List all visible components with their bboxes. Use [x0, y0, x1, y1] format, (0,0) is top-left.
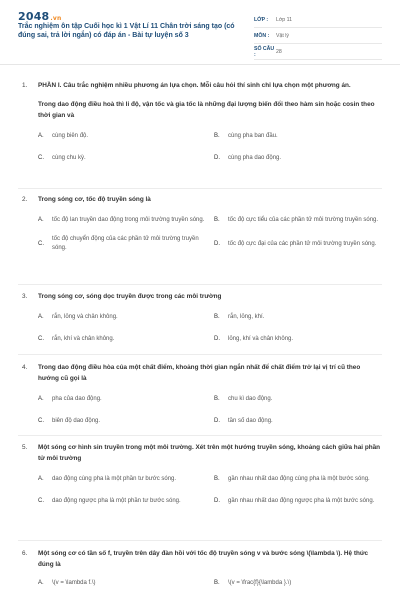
option-text: \(v = \frac{f}{\lambda }.\): [228, 579, 292, 586]
option-label: A.: [38, 579, 44, 586]
question-text: Một sóng cơ hình sin truyền trong một môi trường. Xét trên một hướng truyền sóng, khoảng cách giữa hai phần tử môi trường: [38, 444, 381, 462]
question-subtitle: Trong dao động điều hoà thì li độ, vận tốc và gia tốc là những đại lượng biến đổi theo hàm sin hoặc cosin theo thời gian và: [38, 101, 375, 119]
question-heading: [18, 291, 382, 302]
option-label: B.: [214, 216, 220, 223]
option-text: pha của dao động.: [52, 395, 102, 402]
option-text: tốc độ chuyển động của các phần tử môi trường truyền sóng.: [52, 236, 199, 251]
question-text: Trong sóng cơ, tốc độ truyền sóng là: [38, 196, 151, 203]
meta-key: MÔN :: [254, 32, 270, 39]
question-number: 1.: [22, 82, 28, 89]
options-list: [38, 310, 382, 346]
option-text: cùng pha dao động.: [228, 154, 282, 161]
option-text: gần nhau nhất dao động ngược pha là một bước sóng.: [228, 497, 375, 504]
option-text: lỏng, khí và chân không.: [228, 335, 294, 342]
option-label: D.: [214, 335, 220, 342]
option-label: A.: [38, 132, 44, 139]
question-number: 5.: [22, 444, 28, 451]
options-list: [38, 472, 382, 508]
meta-info: [254, 12, 382, 60]
option-a[interactable]: [38, 213, 206, 227]
meta-row-subject: [254, 28, 382, 44]
question-text: Trong sóng cơ, sóng dọc truyền được trong các môi trường: [38, 293, 222, 300]
option-text: cùng pha ban đầu.: [228, 132, 278, 139]
question-divider: [18, 354, 382, 355]
option-c[interactable]: [38, 414, 206, 428]
question-heading: [18, 362, 382, 384]
question-heading: [18, 194, 382, 205]
option-a[interactable]: [38, 392, 206, 406]
option-label: C.: [38, 335, 44, 342]
option-a[interactable]: [38, 310, 206, 324]
question-divider: [18, 540, 382, 541]
question-number: 4.: [22, 364, 28, 371]
option-label: B.: [214, 579, 220, 586]
page-header: [0, 0, 400, 62]
option-d[interactable]: [214, 494, 382, 508]
question-1: [18, 80, 382, 165]
option-label: A.: [38, 395, 44, 402]
option-label: D.: [214, 497, 220, 504]
option-label: D.: [214, 154, 220, 161]
meta-row-class: [254, 12, 382, 28]
option-text: dao động cùng pha là một phần tư bước sóng.: [52, 475, 177, 482]
option-text: gần nhau nhất dao động cùng pha là một bước sóng.: [228, 475, 370, 482]
option-d[interactable]: [214, 235, 382, 253]
question-heading: [18, 548, 382, 570]
option-b[interactable]: [214, 576, 382, 590]
option-b[interactable]: [214, 213, 382, 227]
question-4: [18, 362, 382, 428]
option-text: cùng biên độ.: [52, 132, 89, 139]
option-text: tần số dao động.: [228, 417, 273, 424]
option-b[interactable]: [214, 129, 382, 143]
option-label: C.: [38, 240, 44, 247]
option-d[interactable]: [214, 414, 382, 428]
option-text: tốc độ lan truyền dao động trong môi trường truyền sóng.: [52, 216, 205, 223]
options-list: [38, 576, 382, 590]
option-c[interactable]: [38, 332, 206, 346]
meta-value: Lớp 11: [276, 16, 292, 23]
option-text: cùng chu kỳ.: [52, 154, 86, 161]
option-label: B.: [214, 132, 220, 139]
option-label: A.: [38, 216, 44, 223]
option-text: chu kì dao động.: [228, 395, 273, 402]
option-text: dao động ngược pha là một phần tư bước sóng.: [52, 497, 181, 504]
option-a[interactable]: [38, 576, 206, 590]
question-2: [18, 194, 382, 253]
option-text: tốc độ cực tiểu của các phần tử môi trường truyền sóng.: [228, 216, 379, 223]
option-text: \(v = \lambda f.\): [52, 579, 96, 586]
page-title: Trắc nghiệm ôn tập Cuối học kì 1 Vật Lí 11 Chân trời sáng tạo (có đúng sai, trả lời ngắn) có đáp án - Bài tự luyện số 3: [18, 23, 235, 39]
option-d[interactable]: [214, 332, 382, 346]
options-list: [38, 129, 382, 165]
question-text: Một sóng cơ có tần số f, truyền trên dây đàn hồi với tốc độ truyền sóng v và bước sóng \(\lambda \). Hệ thức đúng là: [38, 550, 369, 568]
option-label: A.: [38, 475, 44, 482]
question-5: [18, 442, 382, 508]
question-3: [18, 291, 382, 346]
option-c[interactable]: [38, 494, 206, 508]
option-text: rắn, lỏng, khí.: [228, 313, 265, 320]
option-label: C.: [38, 417, 44, 424]
option-text: tốc độ cực đại của các phần tử môi trường truyền sóng.: [228, 240, 377, 247]
question-divider: [18, 435, 382, 436]
meta-key: SỐ CÂU :: [254, 45, 275, 58]
option-text: biên độ dao động.: [52, 417, 101, 424]
question-text: PHẦN I. Câu trắc nghiệm nhiều phương án lựa chọn. Mỗi câu hỏi thí sinh chỉ lựa chọn một phương án.: [38, 82, 351, 89]
question-6: [18, 548, 382, 590]
option-label: B.: [214, 475, 220, 482]
question-number: 2.: [22, 196, 28, 203]
question-text: Trong dao động điều hòa của một chất điểm, khoảng thời gian ngắn nhất để chất điểm trở lại vị trí cũ theo hướng cũ gọi là: [38, 364, 361, 382]
option-c[interactable]: [38, 151, 206, 165]
option-b[interactable]: [214, 392, 382, 406]
option-label: A.: [38, 313, 44, 320]
option-b[interactable]: [214, 472, 382, 486]
option-c[interactable]: [38, 235, 206, 253]
question-number: 6.: [22, 550, 28, 557]
option-label: D.: [214, 240, 220, 247]
option-text: rắn, lỏng và chân không.: [52, 313, 118, 320]
meta-row-count: [254, 44, 382, 60]
meta-value: Vật lý: [276, 32, 289, 39]
question-heading: [18, 442, 382, 464]
meta-key: LỚP :: [254, 16, 269, 23]
option-label: D.: [214, 417, 220, 424]
option-label: B.: [214, 313, 220, 320]
option-label: C.: [38, 154, 44, 161]
option-a[interactable]: [38, 472, 206, 486]
question-divider: [18, 188, 382, 189]
question-divider: [18, 284, 382, 285]
logo-main: 2048: [18, 10, 50, 23]
meta-value: 28: [276, 48, 282, 55]
question-heading: [18, 80, 382, 91]
option-a[interactable]: [38, 129, 206, 143]
logo-suffix: .vn: [50, 15, 62, 22]
option-label: B.: [214, 395, 220, 402]
options-list: [38, 392, 382, 428]
header-divider: [0, 64, 400, 65]
options-list: [38, 213, 382, 253]
option-b[interactable]: [214, 310, 382, 324]
question-number: 3.: [22, 293, 28, 300]
option-d[interactable]: [214, 151, 382, 165]
option-label: C.: [38, 497, 44, 504]
option-text: rắn, khí và chân không.: [52, 335, 115, 342]
